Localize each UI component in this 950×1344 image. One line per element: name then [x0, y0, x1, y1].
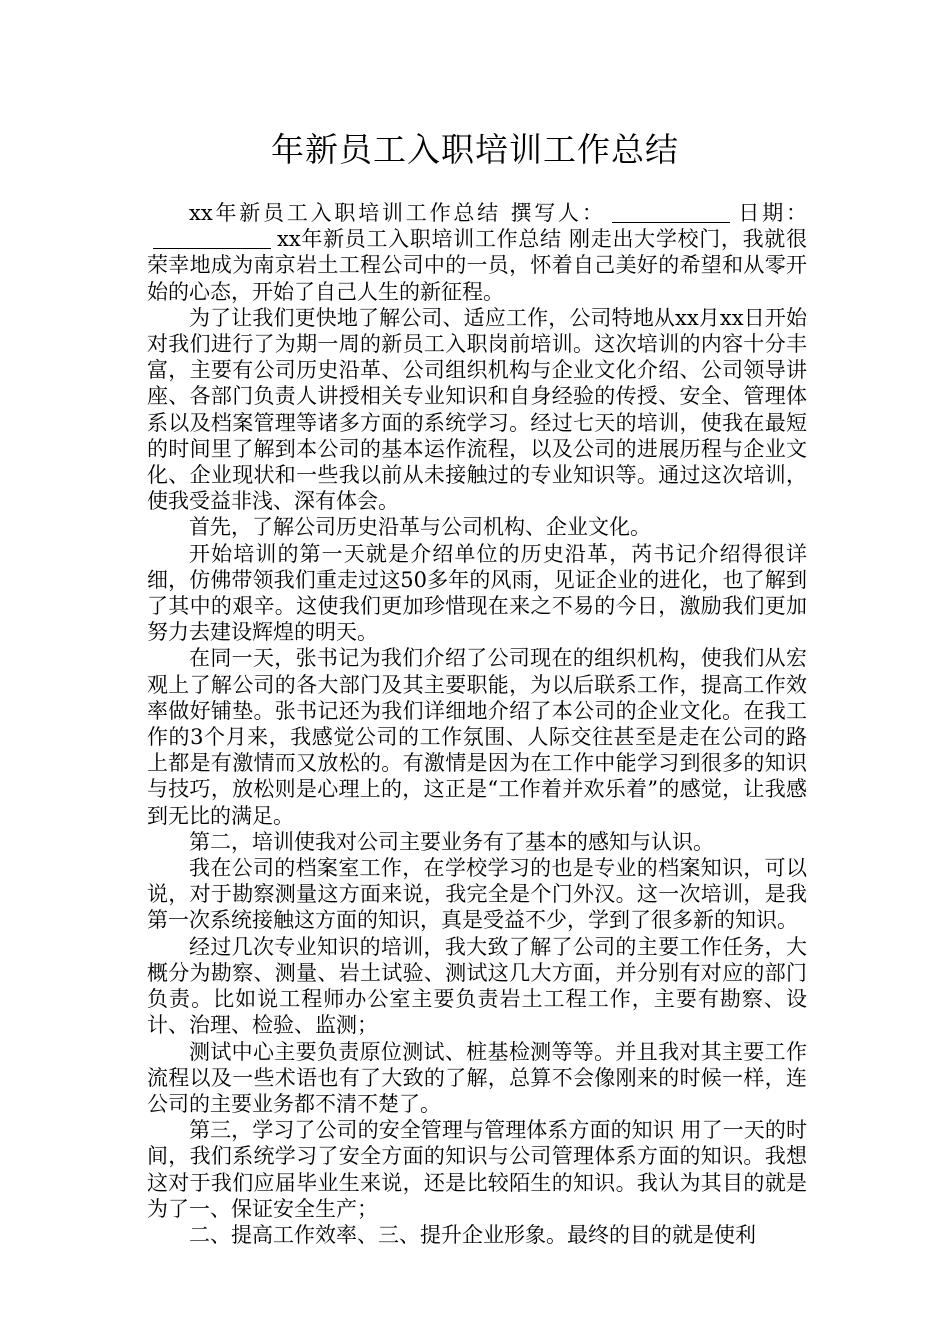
date-label: 日期：	[735, 201, 807, 225]
document-title: 年新员工入职培训工作总结	[271, 130, 679, 169]
paragraph: 第二，培训使我对公司主要业务有了基本的感知与认识。	[189, 829, 714, 854]
intro-text: xx年新员工入职培训工作总结 刚走出大学校门，我就很荣幸地成为南京岩土工程公司中的一员，怀着自己美好的希望和从零开始的心态，开始了自己人生的新征程。	[147, 227, 807, 304]
author-blank	[612, 201, 730, 223]
paragraph: 我在公司的档案室工作，在学校学习的也是专业的档案知识，可以说，对于勘察测量这方面来说，我完全是个门外汉。这一次培训，是我第一次系统接触这方面的知识，真是受益不少，学到了很多新的知识。	[147, 856, 807, 933]
paragraph: 经过几次专业知识的培训，我大致了解了公司的主要工作任务，大概分为勘察、测量、岩土试验、测试这几大方面，并分别有对应的部门负责。比如说工程师办公室主要负责岩土工程工作，主要有勘察、设计、治理、检验、监测；	[147, 934, 807, 1038]
doc-name: xx年新员工入职培训工作总结	[189, 201, 501, 225]
header-paragraph	[147, 200, 807, 305]
author-label: 撰写人：	[510, 201, 606, 225]
document-body	[147, 200, 807, 1248]
paragraph: 为了让我们更快地了解公司、适应工作，公司特地从xx月xx日开始对我们进行了为期一周的新员工入职岗前培训。这次培训的内容十分丰富，主要有公司历史沿革、公司组织机构与企业文化介绍、公司领导讲座、各部门负责人讲授相关专业知识和自身经验的传授、安全、管理体系以及档案管理等诸多方面的系统学习。经过七天的培训，使我在最短的时间里了解到本公司的基本运作流程，以及公司的进展历程与企业文化、企业现状和一些我以前从未接触过的专业知识等。通过这次培训，使我受益非浅、深有体会。	[147, 305, 807, 514]
paragraph: 测试中心主要负责原位测试、桩基检测等等。并且我对其主要工作流程以及一些术语也有了大致的了解，总算不会像刚来的时候一样，连公司的主要业务都不清不楚了。	[147, 1039, 807, 1116]
paragraph: 第三，学习了公司的安全管理与管理体系方面的知识 用了一天的时间，我们系统学习了安全方面的知识与公司管理体系方面的知识。我想这对于我们应届毕业生来说，还是比较陌生的知识。我认为其目的就是为了一、保证安全生产；	[147, 1118, 807, 1221]
paragraph: 开始培训的第一天就是介绍单位的历史沿革，芮书记介绍得很详细，仿佛带领我们重走过这50多年的风雨，见证企业的进化，也了解到了其中的艰辛。这使我们更加珍惜现在来之不易的今日，激励我们更加努力去建设辉煌的明天。	[147, 541, 807, 645]
paragraph: 在同一天，张书记为我们介绍了公司现在的组织机构，使我们从宏观上了解公司的各大部门及其主要职能，为以后联系工作，提高工作效率做好铺垫。张书记还为我们详细地介绍了本公司的企业文化。在我工作的3个月来，我感觉公司的工作氛围、人际交往甚至是走在公司的路上都是有激情而又放松的。有激情是因为在工作中能学习到很多的知识与技巧，放松则是心理上的，这正是“工作着并欢乐着”的感觉，让我感到无比的满足。	[147, 646, 807, 828]
paragraph: 二、提高工作效率、三、提升企业形象。最终的目的就是使利	[189, 1222, 756, 1247]
date-blank	[153, 227, 271, 249]
paragraph: 首先，了解公司历史沿革与公司机构、企业文化。	[189, 515, 651, 540]
